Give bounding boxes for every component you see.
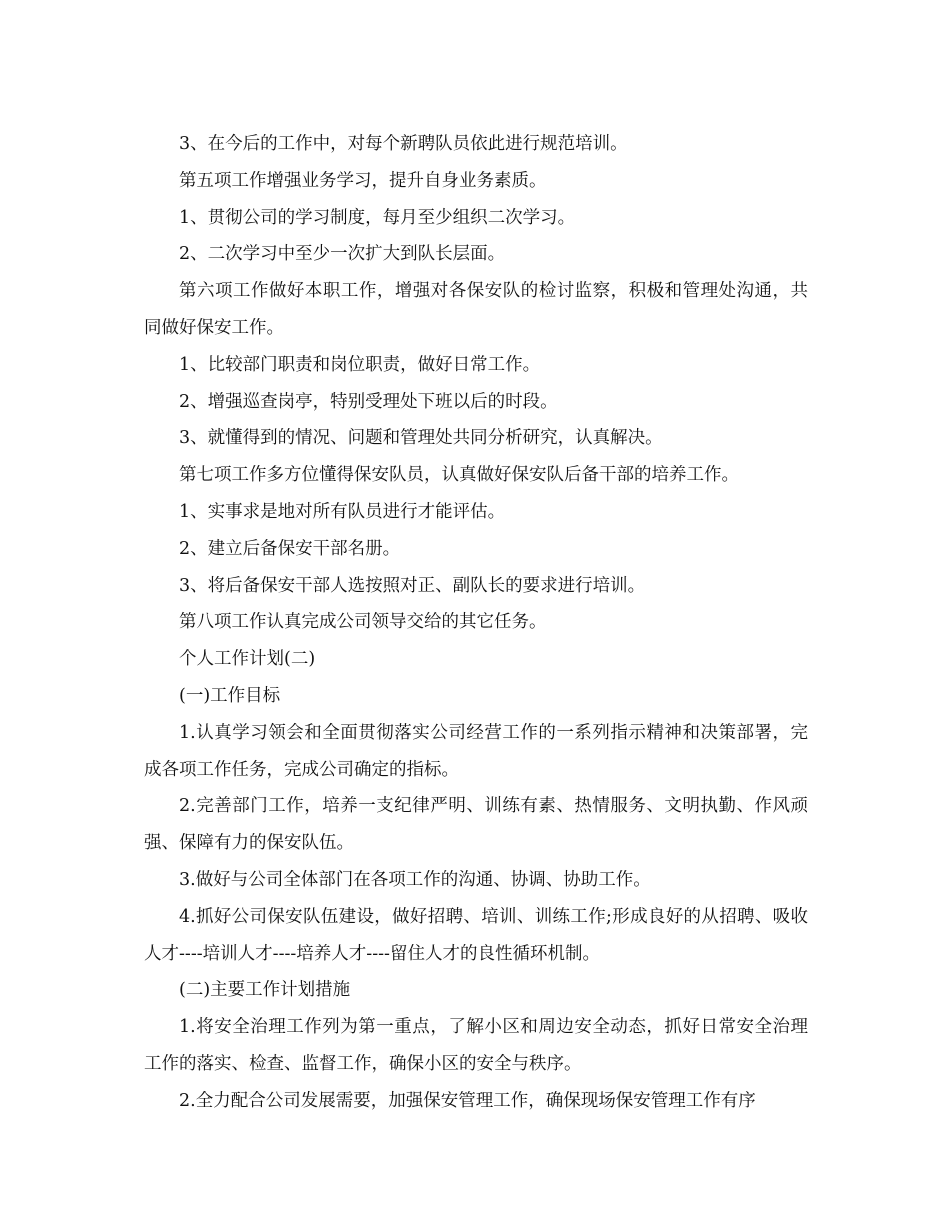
paragraph: 4.抓好公司保安队伍建设，做好招聘、培训、训练工作;形成良好的从招聘、吸收人才----培训人才----培养人才----留住人才的良性循环机制。 [144,906,808,964]
paragraph: 1、实事求是地对所有队员进行才能评估。 [179,501,506,522]
paragraph: 3.做好与公司全体部门在各项工作的沟通、协调、协助工作。 [179,869,651,890]
paragraph: 2.完善部门工作，培养一支纪律严明、训练有素、热情服务、文明执勤、作风顽强、保障有力的保安队伍。 [144,796,808,854]
section-heading: (二)主要工作计划措施 [179,980,351,1001]
section-heading: (一)工作目标 [179,685,281,706]
paragraph: 2、建立后备保安干部名册。 [179,538,401,559]
section-heading: 第五项工作增强业务学习，提升自身业务素质。 [179,170,547,191]
paragraph: 3、就懂得到的情况、问题和管理处共同分析研究，认真解决。 [179,428,663,449]
document-body [144,126,808,1120]
paragraph: 3、将后备保安干部人选按照对正、副队长的要求进行培训。 [179,575,646,596]
paragraph: 1.认真学习领会和全面贯彻落实公司经营工作的一系列指示精神和决策部署，完成各项工作任务，完成公司确定的指标。 [144,722,808,780]
section-heading: 第六项工作做好本职工作，增强对各保安队的检讨监察，积极和管理处沟通，共同做好保安工作。 [144,281,808,338]
paragraph: 2.全力配合公司发展需要，加强保安管理工作，确保现场保安管理工作有序 [179,1090,756,1111]
paragraph: 2、增强巡查岗亭，特别受理处下班以后的时段。 [179,391,558,412]
paragraph: 2、二次学习中至少一次扩大到队长层面。 [179,244,506,265]
document-subtitle: 个人工作计划(二) [179,649,316,670]
paragraph: 1、比较部门职责和岗位职责，做好日常工作。 [179,354,541,375]
paragraph: 1.将安全治理工作列为第一重点，了解小区和周边安全动态，抓好日常安全治理工作的落实、检查、监督工作，确保小区的安全与秩序。 [144,1017,808,1074]
section-heading: 第八项工作认真完成公司领导交给的其它任务。 [179,612,547,633]
section-heading: 第七项工作多方位懂得保安队员，认真做好保安队后备干部的培养工作。 [179,465,739,486]
paragraph: 1、贯彻公司的学习制度，每月至少组织二次学习。 [179,207,576,228]
paragraph: 3、在今后的工作中，对每个新聘队员依此进行规范培训。 [179,134,628,154]
